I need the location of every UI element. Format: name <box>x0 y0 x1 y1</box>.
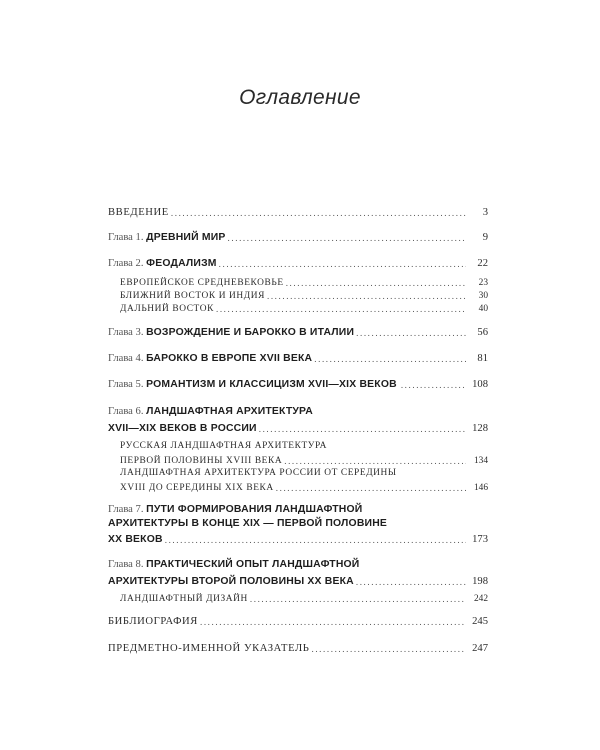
chapter-word: Глава <box>108 232 133 243</box>
page-number: 198 <box>472 576 488 587</box>
chapter-title-line: ЛАНДШАФТНАЯ АРХИТЕКТУРА <box>146 406 313 417</box>
toc-entry-chapter-6[interactable] <box>108 421 488 435</box>
chapter-number: 4. <box>135 353 144 364</box>
page-number: 128 <box>472 423 488 434</box>
chapter-title-line: АРХИТЕКТУРЫ ВТОРОЙ ПОЛОВИНЫ XX ВЕКА <box>108 576 354 587</box>
toc-subentry-line-1[interactable] <box>120 467 500 481</box>
page-number: 247 <box>472 643 488 654</box>
toc-entry-chapter-3[interactable] <box>108 325 488 339</box>
chapter-number: 7. <box>135 504 144 515</box>
chapter-title-line: ПУТИ ФОРМИРОВАНИЯ ЛАНДШАФТНОЙ <box>146 504 363 515</box>
page-number: 108 <box>472 379 488 390</box>
dot-leader <box>284 455 466 467</box>
page-number: 22 <box>477 258 488 269</box>
toc-entry-index[interactable] <box>108 641 488 655</box>
toc-entry-chapter-8-line-1[interactable] <box>108 559 488 573</box>
page-number: 173 <box>472 534 488 545</box>
subentry-label-line: XVIII ДО СЕРЕДИНЫ XIX ВЕКА <box>120 483 274 493</box>
dot-leader <box>171 207 466 219</box>
dot-leader <box>276 482 466 494</box>
toc-entry-chapter-6-line-1[interactable] <box>108 406 488 420</box>
subentry-label-line: ЛАНДШАФТНАЯ АРХИТЕКТУРА РОССИИ ОТ СЕРЕДИНЫ <box>120 468 397 478</box>
chapter-word: Глава <box>108 258 133 269</box>
dot-leader <box>356 576 466 588</box>
subentry-label-line: ПЕРВОЙ ПОЛОВИНЫ XVIII ВЕКА <box>120 456 283 466</box>
page-number: 134 <box>473 456 488 466</box>
chapter-word: Глава <box>108 379 133 390</box>
entry-label: ПРЕДМЕТНО-ИМЕННОЙ УКАЗАТЕЛЬ <box>108 643 310 654</box>
chapter-number: 1. <box>135 232 144 243</box>
dot-leader <box>200 616 466 628</box>
toc-entry-bibliography[interactable] <box>108 614 488 628</box>
subentry-label: БЛИЖНИЙ ВОСТОК И ИНДИЯ <box>120 291 265 301</box>
dot-leader <box>250 593 466 605</box>
toc-subentry[interactable] <box>120 480 488 494</box>
chapter-title-line: АРХИТЕКТУРЫ В КОНЦЕ XIX — ПЕРВОЙ ПОЛОВИНЕ <box>108 518 388 529</box>
page-number: 242 <box>473 594 488 604</box>
toc-subentry[interactable] <box>120 453 488 467</box>
dot-leader <box>165 534 466 546</box>
chapter-number: 8. <box>135 559 144 570</box>
toc-entry-intro[interactable] <box>108 205 488 219</box>
chapter-word: Глава <box>108 406 133 417</box>
chapter-number: 2. <box>135 258 144 269</box>
page-number: 23 <box>478 278 488 288</box>
page-number: 56 <box>477 327 488 338</box>
toc-entry-chapter-7-line-2[interactable] <box>108 518 488 532</box>
page-number: 3 <box>482 207 488 218</box>
chapter-title-line: XX ВЕКОВ <box>108 534 163 545</box>
dot-leader <box>401 379 466 391</box>
entry-label: БИБЛИОГРАФИЯ <box>108 616 198 627</box>
page-number: 9 <box>482 232 488 243</box>
chapter-title: РОМАНТИЗМ И КЛАССИЦИЗМ XVII—XIX ВЕКОВ <box>146 379 397 390</box>
page-number: 81 <box>477 353 488 364</box>
chapter-title: ДРЕВНИЙ МИР <box>146 232 226 243</box>
chapter-title: БАРОККО В ЕВРОПЕ XVII ВЕКА <box>146 353 313 364</box>
chapter-word: Глава <box>108 353 133 364</box>
toc-subentry[interactable] <box>120 591 488 605</box>
page-number: 146 <box>473 483 488 493</box>
toc-entry-chapter-7-line-1[interactable] <box>108 504 488 518</box>
page-number: 245 <box>472 616 488 627</box>
chapter-title: ВОЗРОЖДЕНИЕ И БАРОККО В ИТАЛИИ <box>146 327 355 338</box>
toc-entry-chapter-1[interactable] <box>108 230 488 244</box>
chapter-number: 6. <box>135 406 144 417</box>
page-number: 40 <box>478 304 488 314</box>
dot-leader <box>314 353 466 365</box>
toc-entry-chapter-2[interactable] <box>108 256 488 270</box>
entry-label: ВВЕДЕНИЕ <box>108 207 169 218</box>
chapter-title-line: ПРАКТИЧЕСКИЙ ОПЫТ ЛАНДШАФТНОЙ <box>146 559 360 570</box>
subentry-label: ЕВРОПЕЙСКОЕ СРЕДНЕВЕКОВЬЕ <box>120 278 284 288</box>
dot-leader <box>356 327 466 339</box>
toc-subentry[interactable] <box>120 301 488 315</box>
chapter-title-line: XVII—XIX ВЕКОВ В РОССИИ <box>108 423 257 434</box>
subentry-label: ДАЛЬНИЙ ВОСТОК <box>120 304 214 314</box>
toc-entry-chapter-7[interactable] <box>108 532 488 546</box>
dot-leader <box>311 643 466 655</box>
dot-leader <box>216 303 466 315</box>
page-number: 30 <box>478 291 488 301</box>
chapter-title: ФЕОДАЛИЗМ <box>146 258 217 269</box>
toc-subentry-line-1[interactable] <box>120 440 500 454</box>
toc-subentry[interactable] <box>120 288 488 302</box>
subentry-label-line: РУССКАЯ ЛАНДШАФТНАЯ АРХИТЕКТУРА <box>120 441 328 451</box>
chapter-number: 5. <box>135 379 144 390</box>
page-title: Оглавление <box>239 86 361 109</box>
chapter-number: 3. <box>135 327 144 338</box>
chapter-word: Глава <box>108 559 133 570</box>
dot-leader <box>228 232 466 244</box>
dot-leader <box>219 258 466 270</box>
subentry-label: ЛАНДШАФТНЫЙ ДИЗАЙН <box>120 594 248 604</box>
toc-subentry[interactable] <box>120 275 488 289</box>
toc-entry-chapter-5[interactable] <box>108 377 488 391</box>
chapter-word: Глава <box>108 504 133 515</box>
toc-entry-chapter-4[interactable] <box>108 351 488 365</box>
dot-leader <box>259 423 466 435</box>
chapter-word: Глава <box>108 327 133 338</box>
toc-entry-chapter-8[interactable] <box>108 574 488 588</box>
